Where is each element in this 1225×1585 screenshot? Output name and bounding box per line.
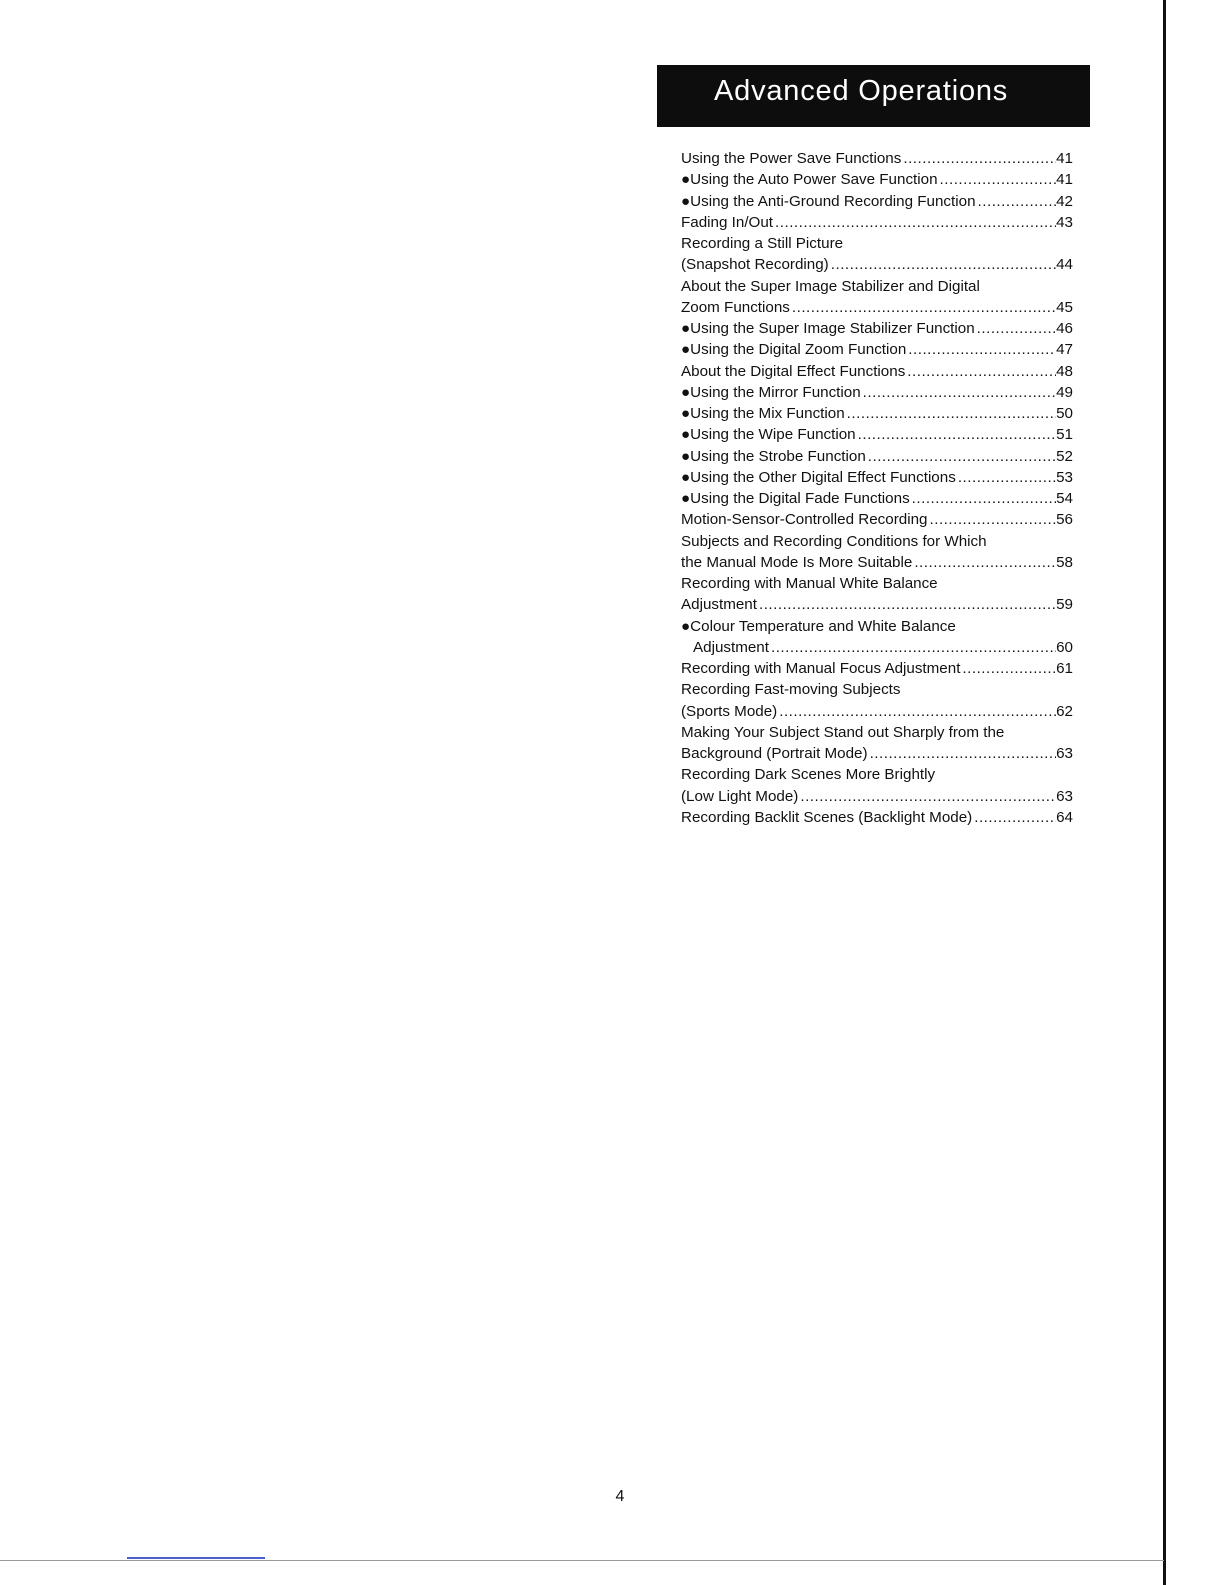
toc-entry[interactable] (681, 148, 1073, 169)
toc-entry-title: ●Using the Strobe Function (681, 447, 866, 465)
toc-leader-dots (928, 509, 1057, 530)
toc-entry-page: 43 (1056, 213, 1073, 231)
toc-entry[interactable] (681, 509, 1073, 530)
toc-entry[interactable] (681, 764, 1073, 785)
toc-entry-title: ●Using the Wipe Function (681, 426, 856, 444)
toc-entry-page: 53 (1056, 468, 1073, 486)
toc-leader-dots (798, 786, 1056, 807)
toc-leader-dots (757, 594, 1056, 615)
toc-entry-title: Recording with Manual Focus Adjustment (681, 660, 961, 677)
toc-entry[interactable] (681, 212, 1073, 233)
toc-entry[interactable] (681, 467, 1073, 488)
toc-entry[interactable] (681, 233, 1073, 254)
toc-entry-title: (Snapshot Recording) (681, 256, 829, 274)
toc-entry-title: Motion-Sensor-Controlled Recording (681, 511, 928, 529)
toc-leader-dots (861, 382, 1056, 403)
toc-entry-page: 41 (1056, 171, 1073, 189)
toc-entry-page: 45 (1056, 298, 1073, 316)
toc-entry-page: 49 (1056, 383, 1073, 401)
toc-entry-title: ●Using the Digital Zoom Function (681, 341, 907, 359)
toc-entry-title: Subjects and Recording Conditions for Which (681, 532, 987, 550)
toc-entry[interactable] (681, 318, 1073, 339)
toc-entry[interactable] (681, 254, 1073, 275)
bottom-rule-accent (127, 1557, 265, 1559)
toc-entry[interactable] (681, 679, 1073, 700)
toc-entry-page: 46 (1056, 320, 1073, 337)
toc-entry-title: Making Your Subject Stand out Sharply from the (681, 723, 1005, 741)
toc-entry[interactable] (681, 743, 1073, 764)
toc-entry[interactable] (681, 382, 1073, 403)
toc-entry-page: 50 (1056, 405, 1073, 422)
toc-leader-dots (906, 339, 1056, 360)
toc-entry[interactable] (681, 594, 1073, 615)
section-header (657, 65, 1090, 127)
toc-leader-dots (773, 212, 1056, 233)
toc-leader-dots (905, 361, 1056, 382)
toc-entry-title: About the Super Image Stabilizer and Digital (681, 277, 980, 295)
toc-entry-title: ●Using the Digital Fade Functions (681, 490, 910, 507)
toc-entry-page: 61 (1056, 660, 1073, 677)
toc-entry[interactable] (681, 786, 1073, 807)
toc-entry-title: Fading In/Out (681, 213, 774, 231)
toc-entry-title: ●Using the Super Image Stabilizer Function (681, 320, 975, 337)
toc-entry[interactable] (681, 424, 1073, 445)
toc-entry[interactable] (681, 552, 1073, 573)
section-title: Advanced Operations (714, 75, 1009, 107)
toc-entry-page: 63 (1056, 787, 1073, 805)
toc-leader-dots (938, 169, 1057, 190)
toc-entry[interactable] (681, 361, 1073, 382)
toc-leader-dots (910, 488, 1056, 509)
toc-entry-title: Zoom Functions (681, 298, 790, 316)
toc-leader-dots (866, 446, 1056, 467)
toc-entry[interactable] (681, 488, 1073, 509)
toc-entry[interactable] (681, 637, 1073, 658)
toc-entry-page: 63 (1056, 745, 1073, 762)
toc-entry[interactable] (681, 573, 1073, 594)
toc-leader-dots (960, 658, 1056, 679)
toc-leader-dots (829, 254, 1056, 275)
toc-leader-dots (901, 148, 1056, 169)
toc-leader-dots (845, 403, 1056, 424)
toc-leader-dots (972, 807, 1056, 828)
toc-leader-dots (912, 552, 1056, 573)
toc-leader-dots (975, 318, 1056, 339)
toc-entry-title: Adjustment (681, 596, 757, 614)
page-edge-line (1163, 0, 1166, 1585)
toc-entry[interactable] (681, 276, 1073, 297)
toc-leader-dots (976, 191, 1057, 212)
toc-entry[interactable] (681, 807, 1073, 828)
toc-entry-title: ●Colour Temperature and White Balance (681, 617, 956, 635)
toc-entry[interactable] (681, 722, 1073, 743)
toc-entry-title: Recording a Still Picture (681, 235, 844, 252)
toc-entry-title: ●Using the Auto Power Save Function (681, 171, 938, 189)
toc-entry-page: 44 (1056, 256, 1073, 274)
toc-entry-title: Recording Backlit Scenes (Backlight Mode) (681, 808, 973, 826)
table-of-contents (681, 148, 1073, 828)
toc-entry-page: 41 (1056, 150, 1073, 167)
page-number: 4 (615, 1488, 625, 1505)
toc-leader-dots (868, 743, 1057, 764)
toc-entry-page: 54 (1056, 490, 1073, 507)
toc-entry-title: ●Using the Mix Function (681, 405, 845, 422)
toc-entry-page: 52 (1056, 447, 1073, 465)
toc-entry-title: Using the Power Save Functions (681, 150, 902, 167)
toc-leader-dots (956, 467, 1056, 488)
toc-entry[interactable] (681, 658, 1073, 679)
toc-entry[interactable] (681, 446, 1073, 467)
toc-entry-page: 59 (1056, 596, 1073, 614)
toc-leader-dots (856, 424, 1056, 445)
toc-entry[interactable] (681, 531, 1073, 552)
toc-entry[interactable] (681, 616, 1073, 637)
toc-entry[interactable] (681, 169, 1073, 190)
toc-entry[interactable] (681, 191, 1073, 212)
toc-entry[interactable] (681, 297, 1073, 318)
toc-entry-page: 42 (1056, 192, 1073, 210)
toc-entry-title: ●Using the Anti-Ground Recording Function (681, 192, 976, 210)
toc-entry-page: 60 (1056, 638, 1073, 656)
toc-entry-title: Background (Portrait Mode) (681, 745, 868, 762)
toc-entry-title: Recording with Manual White Balance (681, 575, 938, 592)
toc-entry-title: the Manual Mode Is More Suitable (681, 553, 913, 571)
toc-entry[interactable] (681, 403, 1073, 424)
toc-entry-title: (Sports Mode) (681, 702, 778, 720)
toc-entry-page: 56 (1056, 511, 1073, 529)
toc-entry-title: About the Digital Effect Functions (681, 362, 906, 380)
toc-entry-page: 64 (1056, 808, 1073, 826)
toc-entry-title: ●Using the Mirror Function (681, 383, 861, 401)
toc-entry-title: Recording Fast-moving Subjects (681, 681, 901, 699)
toc-entry-title: (Low Light Mode) (681, 787, 799, 805)
toc-entry-page: 47 (1056, 341, 1073, 359)
toc-entry-title: ●Using the Other Digital Effect Functions (681, 468, 956, 486)
toc-leader-dots (769, 637, 1056, 658)
toc-entry[interactable] (681, 339, 1073, 360)
toc-entry-page: 51 (1056, 426, 1073, 444)
toc-leader-dots (777, 701, 1056, 722)
toc-entry-page: 48 (1056, 362, 1073, 380)
toc-entry[interactable] (681, 701, 1073, 722)
bottom-rule (0, 1560, 1164, 1561)
toc-leader-dots (790, 297, 1056, 318)
toc-entry-page: 58 (1056, 553, 1073, 571)
toc-entry-title: Recording Dark Scenes More Brightly (681, 766, 936, 784)
toc-entry-title: Adjustment (693, 638, 769, 656)
toc-entry-page: 62 (1056, 702, 1073, 720)
